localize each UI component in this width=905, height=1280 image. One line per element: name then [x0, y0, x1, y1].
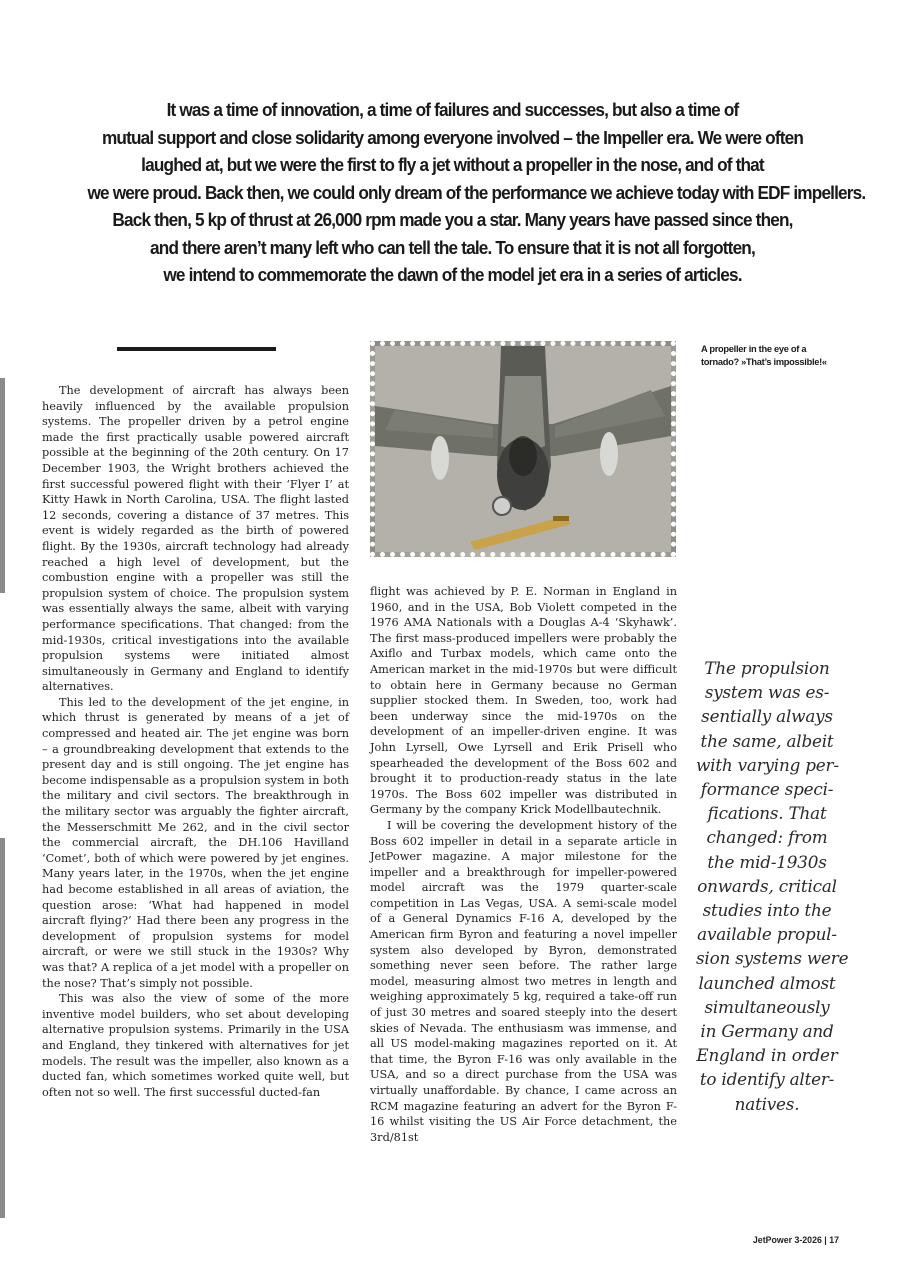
pull-quote-line: England in order [696, 1045, 838, 1066]
pull-quote-line: formance speci- [700, 779, 834, 800]
intro-line: and there aren’t many left who can tell the tale. To ensure that it is not all forgotten, [150, 236, 755, 258]
pull-quote-line: in Germany and [700, 1021, 834, 1042]
pull-quote-line: sion systems were [696, 948, 849, 969]
paragraph: This led to the development of the jet engine, in which thrust is generated by means of a jet of compressed and heated air. The jet engine was born – a groundbreaking development that extends to the present day and is still ongoing. The jet engine has become indispensable as a propulsion system in both the military and civil sectors. The breakthrough in the military sector was arguably the fighter aircraft, the Messerschmitt Me 262, and in the civil sector the commercial aircraft, the DH.106 Havilland ‘Comet’, both of which were powered by jet engines. Many years later, in the 1970s, when the jet engine had become established in all areas of aviation, the question arose: ‘What had happened in model aircraft flying?’ Had there been any progress in the development of propulsion systems for model aircraft, or were we still stuck in the 1930s? Why was that? A replica of a jet model with a propeller on the nose? That’s simply not possible. [42, 695, 349, 990]
model-jet-with-propeller-icon [375, 346, 671, 552]
section-rule [117, 347, 276, 351]
article-column-2 [370, 584, 677, 1145]
pull-quote-line: system was es- [704, 682, 830, 703]
pull-quote-line: natives. [734, 1093, 800, 1114]
pull-quote-line: with varying per- [696, 754, 839, 775]
pull-quote [696, 656, 849, 1116]
pull-quote-line: fications. That [707, 803, 827, 824]
paragraph: flight was achieved by P. E. Norman in England in 1960, and in the USA, Bob Violett competed in the 1976 AMA Nationals with a Douglas A-4 ‘Skyhawk’. The first mass-produced impellers were probably the Axiflo and Turbax models, which came onto the American market in the mid-1970s but were difficult to obtain here in Germany because no German supplier stocked them. In Sweden, too, work had been underway since the mid-1970s on the development of an impeller-driven engine. It was John Lyrsell, Owe Lyrsell and Erik Prisell who spearheaded the development of the Boss 602 and brought it to production-ready status in the late 1970s. The Boss 602 impeller was distributed in Germany by the company Krick Modellbautechnik. [370, 585, 677, 817]
paragraph: This was also the view of some of the more inventive model builders, who set about developing alternative propulsion systems. Primarily in the USA and England, they tinkered with alternatives for jet models. The result was the impeller, also known as a ducted fan, which sometimes worked quite well, but often not so well. The first successful ducted-fan [42, 992, 349, 1099]
model-jet-photo [370, 341, 676, 557]
intro-line: we were proud. Back then, we could only dream of the performance we achieve today with EDF impellers. [87, 181, 866, 203]
pull-quote-line: launched almost [698, 972, 836, 993]
page-edge-marker [0, 378, 5, 593]
intro-line: we intend to commemorate the dawn of the model jet era in a series of articles. [163, 264, 742, 285]
pull-quote-line: available propul- [697, 924, 837, 945]
intro-line: laughed at, but we were the first to fly a jet without a propeller in the nose, and of that [141, 154, 764, 175]
photo-caption: A propeller in the eye of a tornado? »That’s impossible!« [701, 344, 827, 367]
page-edge-marker [0, 838, 5, 1218]
intro-line: mutual support and close solidarity among everyone involved – the Impeller era. We were often [101, 126, 804, 148]
paragraph: The development of aircraft has always been heavily influenced by the available propulsion systems. The propeller driven by a petrol engine made the first practically usable powered aircraft possible at the beginning of the 20th century. On 17 December 1903, the Wright brothers achieved the first successful powered flight with their ‘Flyer I’ at Kitty Hawk in North Carolina, USA. The flight lasted 12 seconds, covering a distance of 37 metres. This event is widely regarded as the birth of powered flight. By the 1930s, aircraft technology had already reached a high level of development, but the combustion engine with a propeller was still the propulsion system of choice. The propulsion system was essentially always the same, albeit with varying performance specifications. That changed: from the mid-1930s, critical investigations into the available propulsion systems were initiated almost simultaneously in Germany and England to identify alternatives. [42, 384, 349, 694]
intro-standfirst [87, 96, 866, 289]
pull-quote-line: The propulsion [704, 658, 830, 678]
pull-quote-line: changed: from [706, 827, 828, 848]
pull-quote-line: simultaneously [704, 996, 830, 1017]
intro-line: Back then, 5 kp of thrust at 26,000 rpm made you a star. Many years have passed since then, [112, 209, 793, 230]
paragraph: I will be covering the development history of the Boss 602 impeller in detail in a separate article in JetPower magazine. A major milestone for the impeller and a breakthrough for impeller-powered model aircraft was the 1979 quarter-scale competition in Las Vegas, USA. A semi-scale model of a General Dynamics F-16 A, developed by the American firm Byron and featuring a novel impeller system also developed by Byron, demonstrated something never seen before. The rather large model, measuring almost two metres in length and weighing approximately 5 kg, required a take-off run of just 30 metres and soared steeply into the desert skies of Nevada. The enthusiasm was immense, and all US model-making magazines reported on it. At that time, the Byron F-16 was only available in the USA, and so a direct purchase from the USA was virtually unaffordable. By chance, I came across an RCM magazine featuring an advert for the Byron F-16 whilst visiting the US Air Force detachment, the 3rd/81st [370, 818, 677, 1144]
pull-quote-line: the same, albeit [700, 730, 834, 751]
pull-quote-line: the mid-1930s [707, 851, 827, 872]
pull-quote-line: to identify alter- [699, 1069, 835, 1090]
page-folio: JetPower 3-2026 | 17 [752, 1235, 839, 1245]
pull-quote-line: studies into the [702, 900, 832, 921]
pull-quote-line: onwards, critical [697, 875, 837, 896]
article-column-1 [42, 383, 349, 1100]
intro-line: It was a time of innovation, a time of failures and successes, but also a time of [166, 99, 739, 120]
pull-quote-line: sentially always [701, 706, 833, 727]
